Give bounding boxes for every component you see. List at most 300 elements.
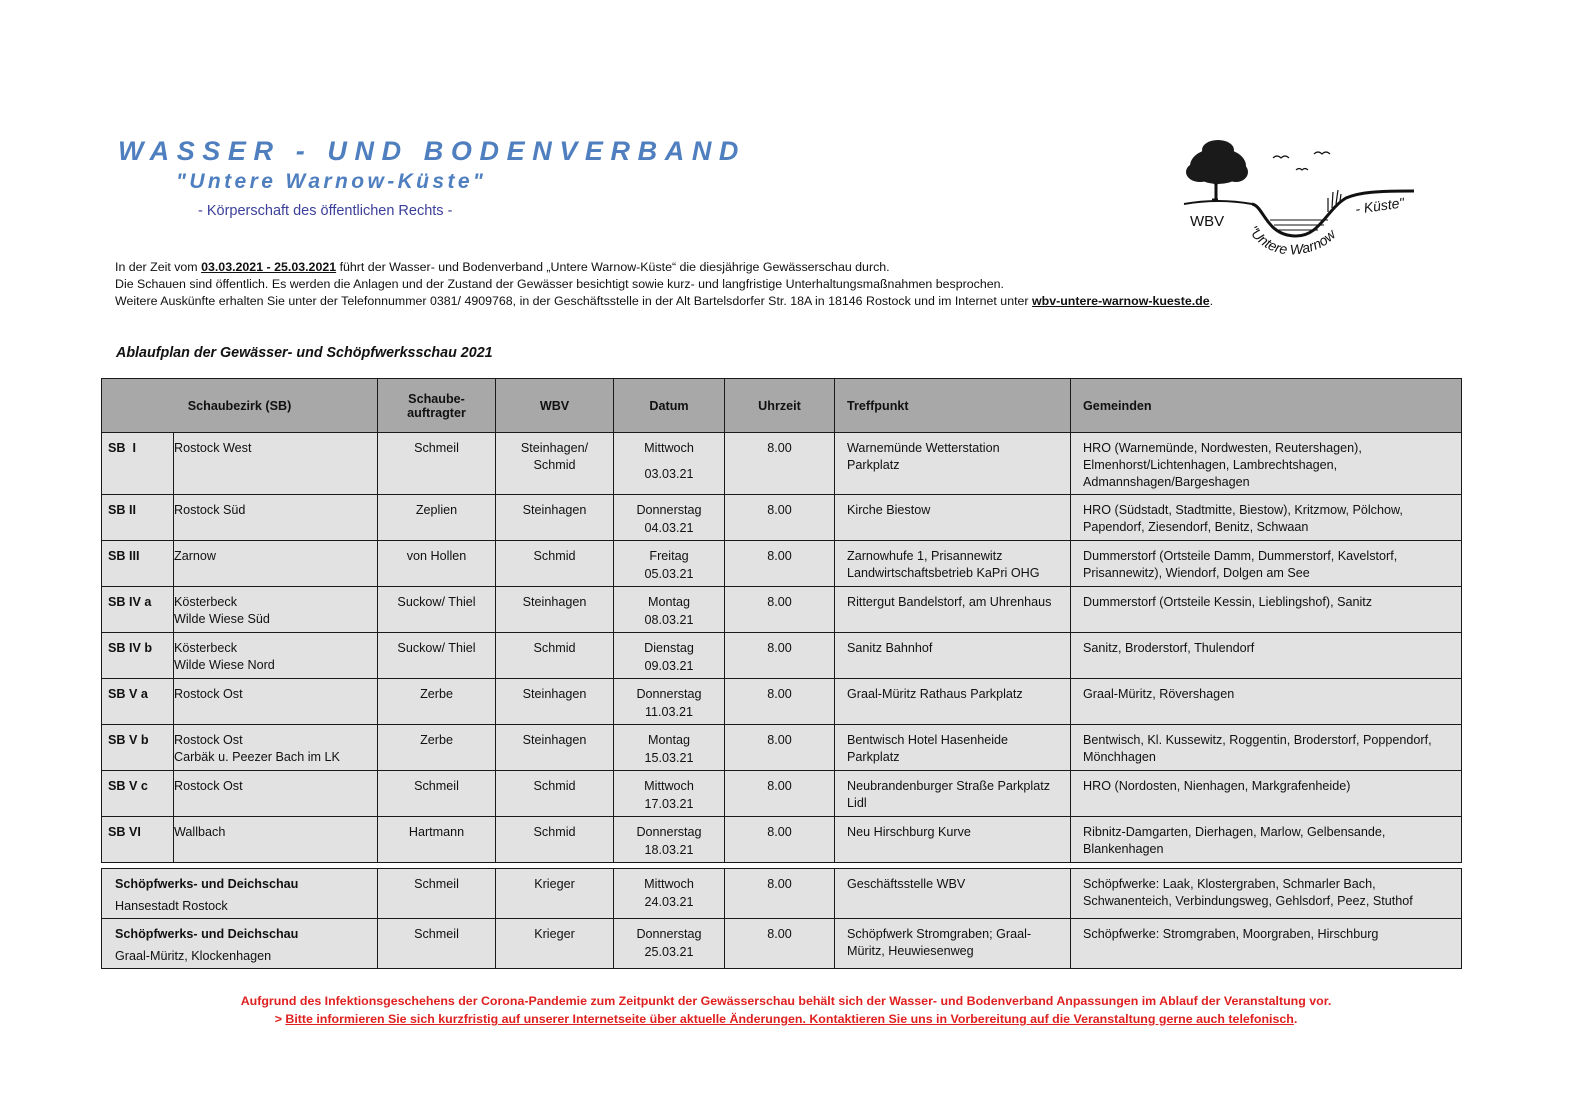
datum-cell-line-1: Donnerstag	[636, 687, 702, 701]
gemeinden-cell-line-1: Bentwisch, Kl. Kussewitz, Roggentin, Broderstorf, Poppendorf,	[1083, 733, 1432, 747]
wbv-cell	[496, 725, 614, 771]
uhrzeit-cell-content	[725, 541, 834, 568]
datum-cell-content	[614, 541, 724, 586]
schaubezirk-name-line-1: Rostock Süd	[174, 503, 246, 517]
uhrzeit-cell-line-1: 8.00	[767, 595, 792, 609]
col-header-treffpunkt: Treffpunkt	[835, 379, 1071, 433]
gemeinden-cell	[1071, 587, 1462, 633]
datum-cell-line-1: Freitag	[649, 549, 689, 563]
pump-schau-title: Schöpfwerks- und Deichschau	[115, 927, 299, 941]
schaubezirk-id-content	[102, 725, 173, 752]
gemeinden-cell-content	[1071, 869, 1461, 913]
schaubezirk-id	[102, 679, 174, 725]
uhrzeit-cell	[725, 541, 835, 587]
treffpunkt-cell	[835, 771, 1071, 817]
gemeinden-cell	[1071, 817, 1462, 863]
treffpunkt-cell	[835, 633, 1071, 679]
pump-schau-name-content	[102, 919, 377, 968]
intro-line-3-pre: Weitere Auskünfte erhalten Sie unter der Telefonnummer 0381/ 4909768, in der Geschäftsstelle in der Alt Bartelsdorfer Str. 18A in 18146 Rostock und im Internet unter	[115, 294, 1032, 308]
wbv-cell-content	[496, 771, 613, 798]
wbv-cell-line-1: Schmid	[533, 641, 576, 655]
corona-info-suffix: .	[1293, 1012, 1298, 1026]
wbv-cell-line-1: Steinhagen	[522, 687, 587, 701]
gemeinden-cell	[1071, 633, 1462, 679]
treffpunkt-cell-content	[835, 919, 1070, 963]
schaubezirk-id	[102, 817, 174, 863]
datum-cell	[614, 433, 725, 495]
gemeinden-cell-content	[1071, 495, 1461, 539]
schaubezirk-name-content	[174, 433, 377, 460]
beauftragter-cell-content	[378, 433, 495, 460]
datum-cell-line-2: 25.03.21	[644, 945, 694, 959]
logo-wbv-text: WBV	[1190, 213, 1225, 230]
schaubezirk-name-line-2: Carbäk u. Peezer Bach im LK	[174, 750, 340, 764]
beauftragter-cell-line-1: Suckow/ Thiel	[397, 641, 476, 655]
treffpunkt-cell-content	[835, 587, 1070, 614]
datum-cell-content	[614, 725, 724, 770]
website-link[interactable]: wbv-untere-warnow-kueste.de	[1031, 294, 1210, 308]
datum-cell	[614, 869, 725, 919]
treffpunkt-cell-content	[835, 541, 1070, 585]
wbv-cell-line-1: Schmid	[533, 549, 576, 563]
datum-cell-line-2: 04.03.21	[644, 521, 694, 535]
table-row	[102, 433, 1462, 495]
datum-cell-line-1: Mittwoch	[644, 441, 694, 455]
schaubezirk-id-content	[102, 541, 173, 568]
wbv-cell-line-1: Krieger	[534, 927, 575, 941]
col-header-beauftragter-2: auftragter	[407, 405, 466, 420]
gemeinden-cell-line-1: Schöpfwerke: Laak, Klostergraben, Schmarler Bach,	[1083, 877, 1376, 891]
schaubezirk-name-content	[174, 725, 377, 769]
schaubezirk-id	[102, 771, 174, 817]
schaubezirk-id-content	[102, 433, 173, 460]
beauftragter-cell	[378, 919, 496, 969]
col-header-gemeinden: Gemeinden	[1071, 379, 1462, 433]
gemeinden-cell-content	[1071, 633, 1461, 660]
treffpunkt-cell-line-1: Zarnowhufe 1, Prisannewitz	[847, 549, 1003, 563]
gemeinden-cell	[1071, 725, 1462, 771]
gemeinden-cell-content	[1071, 433, 1461, 494]
schaubezirk-name	[174, 679, 378, 725]
datum-cell	[614, 541, 725, 587]
gemeinden-cell-content	[1071, 725, 1461, 769]
gemeinden-cell-line-1: Dummerstorf (Ortsteile Damm, Dummerstorf, Kavelstorf,	[1083, 549, 1398, 563]
intro-line-2: Die Schauen sind öffentlich. Es werden die Anlagen und der Zustand der Gewässer besichtigt sowie kurz- und langfristige Unterhaltungsmaßnahmen besprochen.	[115, 277, 1004, 291]
treffpunkt-cell-line-1: Neu Hirschburg Kurve	[847, 825, 971, 839]
datum-cell-line-2: 08.03.21	[644, 613, 694, 627]
org-legal-form: - Körperschaft des öffentlichen Rechts -	[198, 203, 453, 219]
treffpunkt-cell-line-2: Landwirtschaftsbetrieb KaPri OHG	[847, 566, 1040, 580]
beauftragter-cell-content	[378, 919, 495, 946]
schaubezirk-id-content	[102, 633, 173, 660]
datum-cell-line-2: 11.03.21	[644, 705, 694, 719]
beauftragter-cell-content	[378, 679, 495, 706]
wbv-cell-line-1: Schmid	[533, 825, 576, 839]
beauftragter-cell	[378, 433, 496, 495]
uhrzeit-cell-content	[725, 869, 834, 896]
schaubezirk-name-content	[174, 817, 377, 844]
wbv-cell-line-1: Schmid	[533, 779, 576, 793]
schaubezirk-id-line-1: SB IV b	[108, 641, 153, 655]
beauftragter-cell	[378, 587, 496, 633]
wbv-cell	[496, 919, 614, 969]
datum-cell	[614, 587, 725, 633]
uhrzeit-cell	[725, 725, 835, 771]
beauftragter-cell	[378, 633, 496, 679]
schaubezirk-name-line-1: Kösterbeck	[174, 595, 237, 609]
datum-cell	[614, 633, 725, 679]
schaubezirk-name	[174, 433, 378, 495]
schaubezirk-name	[174, 633, 378, 679]
wbv-cell-content	[496, 633, 613, 660]
uhrzeit-cell-line-1: 8.00	[767, 687, 792, 701]
datum-cell-line-1: Montag	[648, 733, 691, 747]
beauftragter-cell	[378, 679, 496, 725]
table-row	[102, 919, 1462, 969]
treffpunkt-cell-content	[835, 869, 1070, 896]
gemeinden-cell	[1071, 495, 1462, 541]
datum-cell-content	[614, 869, 724, 914]
beauftragter-cell-content	[378, 771, 495, 798]
schaubezirk-name-line-2: Wilde Wiese Nord	[174, 658, 275, 672]
schaubezirk-id-line-1: SB V c	[108, 779, 148, 793]
gemeinden-cell	[1071, 771, 1462, 817]
datum-cell-line-1: Dienstag	[644, 641, 694, 655]
gemeinden-cell-line-1: HRO (Südstadt, Stadtmitte, Biestow), Kritzmow, Pölchow,	[1083, 503, 1403, 517]
table-row	[102, 495, 1462, 541]
treffpunkt-cell-line-1: Sanitz Bahnhof	[847, 641, 933, 655]
uhrzeit-cell-content	[725, 725, 834, 752]
treffpunkt-cell-content	[835, 817, 1070, 844]
schedule-table-body	[102, 433, 1462, 863]
schaubezirk-name-line-1: Rostock Ost	[174, 779, 243, 793]
treffpunkt-cell	[835, 679, 1071, 725]
treffpunkt-cell-content	[835, 679, 1070, 706]
datum-cell-line-2: 17.03.21	[644, 797, 694, 811]
wbv-cell	[496, 587, 614, 633]
treffpunkt-cell-content	[835, 633, 1070, 660]
datum-cell	[614, 817, 725, 863]
beauftragter-cell-content	[378, 817, 495, 844]
gemeinden-cell-line-2: Papendorf, Ziesendorf, Benitz, Schwaan	[1083, 520, 1309, 534]
gemeinden-cell	[1071, 919, 1462, 969]
treffpunkt-cell-line-1: Rittergut Bandelstorf, am Uhrenhaus	[847, 595, 1052, 609]
uhrzeit-cell-content	[725, 771, 834, 798]
schaubezirk-name-content	[174, 679, 377, 706]
uhrzeit-cell-line-1: 8.00	[767, 549, 792, 563]
uhrzeit-cell-line-1: 8.00	[767, 779, 792, 793]
schaubezirk-name-line-1: Rostock West	[174, 441, 252, 455]
beauftragter-cell-content	[378, 869, 495, 896]
treffpunkt-cell	[835, 587, 1071, 633]
uhrzeit-cell-line-1: 8.00	[767, 877, 792, 891]
treffpunkt-cell-line-2: Parkplatz	[847, 750, 900, 764]
schaubezirk-id-line-1: SB VI	[108, 825, 141, 839]
schaubezirk-id-content	[102, 817, 173, 844]
gemeinden-cell	[1071, 433, 1462, 495]
beauftragter-cell-line-1: von Hollen	[406, 549, 467, 563]
treffpunkt-cell-line-1: Warnemünde Wetterstation	[847, 441, 1000, 455]
pump-schau-location: Graal-Müritz, Klockenhagen	[115, 949, 272, 963]
pump-schau-location: Hansestadt Rostock	[115, 899, 228, 913]
schaubezirk-id	[102, 433, 174, 495]
treffpunkt-cell	[835, 541, 1071, 587]
schaubezirk-name	[174, 495, 378, 541]
table-row	[102, 587, 1462, 633]
schaubezirk-name-line-1: Zarnow	[174, 549, 216, 563]
beauftragter-cell-content	[378, 633, 495, 660]
treffpunkt-cell-line-1: Bentwisch Hotel Hasenheide	[847, 733, 1009, 747]
wbv-cell-content	[496, 433, 613, 477]
pump-station-table	[101, 868, 1462, 969]
beauftragter-cell-line-1: Zerbe	[420, 733, 453, 747]
datum-cell-content	[614, 817, 724, 862]
schaubezirk-name-line-1: Rostock Ost	[174, 733, 243, 747]
schaubezirk-id-content	[102, 771, 173, 798]
schaubezirk-id-content	[102, 587, 173, 614]
gemeinden-cell-line-1: Sanitz, Broderstorf, Thulendorf	[1083, 641, 1255, 655]
wbv-cell-content	[496, 919, 613, 946]
corona-info-notice	[0, 1011, 1572, 1028]
beauftragter-cell	[378, 725, 496, 771]
table-row	[102, 541, 1462, 587]
corona-info-prefix: >	[274, 1012, 286, 1026]
wbv-cell	[496, 869, 614, 919]
schaubezirk-name-line-2: Wilde Wiese Süd	[174, 612, 270, 626]
table-row	[102, 771, 1462, 817]
intro-text	[115, 259, 1213, 310]
beauftragter-cell-content	[378, 541, 495, 568]
corona-notice: Aufgrund des Infektionsgeschehens der Corona-Pandemie zum Zeitpunkt der Gewässerschau behält sich der Wasser- und Bodenverband Anpassungen im Ablauf der Veranstaltung vor.	[240, 994, 1332, 1008]
schaubezirk-name-line-1: Rostock Ost	[174, 687, 243, 701]
datum-cell-line-2: 05.03.21	[644, 567, 694, 581]
table-row	[102, 679, 1462, 725]
pump-station-table-body	[102, 869, 1462, 969]
schaubezirk-name-content	[174, 587, 377, 631]
birds-icon	[1273, 152, 1330, 170]
wbv-cell-content	[496, 679, 613, 706]
uhrzeit-cell-content	[725, 587, 834, 614]
treffpunkt-cell-line-2: Müritz, Heuwiesenweg	[847, 944, 974, 958]
table-row	[102, 869, 1462, 919]
gemeinden-cell-content	[1071, 817, 1461, 861]
wbv-cell-content	[496, 541, 613, 568]
table-row	[102, 633, 1462, 679]
uhrzeit-cell-content	[725, 817, 834, 844]
uhrzeit-cell	[725, 919, 835, 969]
gemeinden-cell-line-2: Mönchhagen	[1083, 750, 1156, 764]
datum-cell-content	[614, 633, 724, 678]
treffpunkt-cell-content	[835, 725, 1070, 769]
uhrzeit-cell-content	[725, 679, 834, 706]
uhrzeit-cell-line-1: 8.00	[767, 927, 792, 941]
org-title: WASSER - UND BODENVERBAND	[118, 136, 747, 166]
treffpunkt-cell-content	[835, 433, 1070, 477]
pump-schau-title: Schöpfwerks- und Deichschau	[115, 877, 299, 891]
datum-cell-line-1: Mittwoch	[644, 877, 694, 891]
col-header-datum: Datum	[614, 379, 725, 433]
uhrzeit-cell	[725, 633, 835, 679]
treffpunkt-cell-content	[835, 495, 1070, 522]
beauftragter-cell-content	[378, 495, 495, 522]
datum-cell-line-1: Mittwoch	[644, 779, 694, 793]
treffpunkt-cell-line-2: Lidl	[847, 796, 867, 810]
intro-line-1-pre: In der Zeit vom	[115, 260, 202, 274]
datum-cell-content	[614, 679, 724, 724]
schedule-table	[101, 378, 1462, 863]
uhrzeit-cell	[725, 869, 835, 919]
table-row	[102, 817, 1462, 863]
plan-title: Ablaufplan der Gewässer- und Schöpfwerksschau 2021	[116, 345, 493, 361]
treffpunkt-cell-line-2: Parkplatz	[847, 458, 900, 472]
wbv-cell	[496, 633, 614, 679]
col-header-beauftragter-1: Schaube-	[408, 391, 465, 406]
schaubezirk-id	[102, 541, 174, 587]
table-row	[102, 725, 1462, 771]
beauftragter-cell	[378, 771, 496, 817]
intro-line-1	[115, 259, 1213, 276]
gemeinden-cell-line-3: Admannshagen/Bargeshagen	[1083, 475, 1250, 489]
datum-cell-line-2: 24.03.21	[644, 895, 694, 909]
treffpunkt-cell-line-1: Geschäftsstelle WBV	[847, 877, 966, 891]
uhrzeit-cell	[725, 679, 835, 725]
wbv-cell-content	[496, 725, 613, 752]
schaubezirk-id	[102, 495, 174, 541]
datum-cell-line-1: Donnerstag	[636, 927, 702, 941]
wbv-cell	[496, 433, 614, 495]
uhrzeit-cell	[725, 817, 835, 863]
gemeinden-cell-line-2: Elmenhorst/Lichtenhagen, Lambrechtshagen,	[1083, 458, 1338, 472]
wbv-cell	[496, 495, 614, 541]
schaubezirk-name-line-1: Kösterbeck	[174, 641, 237, 655]
beauftragter-cell-line-1: Schmeil	[414, 877, 459, 891]
wbv-cell-line-1: Steinhagen	[522, 503, 587, 517]
corona-info-link[interactable]: Bitte informieren Sie sich kurzfristig auf unserer Internetseite über aktuelle Änderungen. Kontaktieren Sie uns in Vorbereitung auf die Veranstaltung gerne auch telefonisch	[285, 1012, 1294, 1026]
beauftragter-cell-line-1: Schmeil	[414, 927, 459, 941]
pump-schau-name-content	[102, 869, 377, 918]
schaubezirk-name-content	[174, 771, 377, 798]
logo-kueste-text: - Küste"	[1354, 194, 1406, 217]
datum-cell-content	[614, 587, 724, 632]
uhrzeit-cell-content	[725, 433, 834, 460]
gemeinden-cell-content	[1071, 771, 1461, 798]
beauftragter-cell	[378, 817, 496, 863]
uhrzeit-cell-line-1: 8.00	[767, 441, 792, 455]
col-header-bezirk: Schaubezirk (SB)	[102, 379, 378, 433]
treffpunkt-cell	[835, 817, 1071, 863]
treffpunkt-cell-line-1: Kirche Biestow	[847, 503, 931, 517]
schaubezirk-name-content	[174, 541, 377, 568]
treffpunkt-cell	[835, 495, 1071, 541]
intro-line-3	[115, 293, 1213, 310]
datum-cell	[614, 725, 725, 771]
datum-cell	[614, 919, 725, 969]
datum-cell-content	[614, 919, 724, 964]
intro-line-1-post: führt der Wasser- und Bodenverband „Untere Warnow-Küste“ die diesjährige Gewässerschau durch.	[336, 260, 890, 274]
gemeinden-cell-line-1: HRO (Warnemünde, Nordwesten, Reutershagen),	[1083, 441, 1362, 455]
schaubezirk-id	[102, 633, 174, 679]
treffpunkt-cell	[835, 869, 1071, 919]
schaubezirk-name-content	[174, 495, 377, 522]
treffpunkt-cell-content	[835, 771, 1070, 815]
treffpunkt-cell	[835, 725, 1071, 771]
table-header-row	[102, 379, 1462, 433]
uhrzeit-cell-line-1: 8.00	[767, 503, 792, 517]
gemeinden-cell-line-1: Graal-Müritz, Rövershagen	[1083, 687, 1235, 701]
gemeinden-cell-line-1: HRO (Nordosten, Nienhagen, Markgrafenheide)	[1083, 779, 1351, 793]
treffpunkt-cell-line-1: Schöpfwerk Stromgraben; Graal-	[847, 927, 1032, 941]
col-header-uhrzeit: Uhrzeit	[725, 379, 835, 433]
pump-schau-name	[102, 919, 378, 969]
intro-line-3-post: .	[1209, 294, 1214, 308]
uhrzeit-cell	[725, 771, 835, 817]
datum-cell-line-2: 15.03.21	[644, 751, 694, 765]
gemeinden-cell-line-1: Dummerstorf (Ortsteile Kessin, Lieblingshof), Sanitz	[1083, 595, 1373, 609]
uhrzeit-cell	[725, 587, 835, 633]
wbv-cell	[496, 817, 614, 863]
schau-period: 03.03.2021 - 25.03.2021	[201, 260, 337, 274]
org-subtitle: "Untere Warnow-Küste"	[176, 170, 487, 193]
schaubezirk-name	[174, 771, 378, 817]
beauftragter-cell-line-1: Schmeil	[414, 441, 459, 455]
schaubezirk-id-line-1: SB III	[108, 549, 140, 563]
beauftragter-cell	[378, 495, 496, 541]
datum-cell-line-2: 03.03.21	[644, 467, 694, 481]
schaubezirk-id-line-1: SB I	[108, 441, 136, 455]
logo-curve-text: "Untere Warnow	[1245, 222, 1339, 258]
schaubezirk-id	[102, 587, 174, 633]
schaubezirk-id	[102, 725, 174, 771]
gemeinden-cell-line-1: Ribnitz-Damgarten, Dierhagen, Marlow, Gelbensande,	[1083, 825, 1386, 839]
treffpunkt-cell-line-1: Graal-Müritz Rathaus Parkplatz	[847, 687, 1023, 701]
gemeinden-cell-content	[1071, 541, 1461, 585]
datum-cell	[614, 679, 725, 725]
gemeinden-cell	[1071, 541, 1462, 587]
datum-cell-line-1: Montag	[648, 595, 691, 609]
uhrzeit-cell-line-1: 8.00	[767, 825, 792, 839]
beauftragter-cell-line-1: Hartmann	[408, 825, 465, 839]
datum-cell-line-1: Donnerstag	[636, 503, 702, 517]
schaubezirk-name	[174, 587, 378, 633]
treffpunkt-cell-line-1: Neubrandenburger Straße Parkplatz	[847, 779, 1051, 793]
wbv-cell	[496, 679, 614, 725]
water-icon	[1270, 220, 1328, 230]
wbv-cell-content	[496, 587, 613, 614]
gemeinden-cell-line-2: Prisannewitz), Wiendorf, Dolgen am See	[1083, 566, 1310, 580]
wbv-cell-line-1: Steinhagen	[522, 733, 587, 747]
wbv-cell-content	[496, 817, 613, 844]
beauftragter-cell-content	[378, 725, 495, 752]
wbv-logo	[1178, 136, 1428, 266]
datum-cell-line-1: Donnerstag	[636, 825, 702, 839]
beauftragter-cell-line-1: Zerbe	[420, 687, 453, 701]
col-header-wbv: WBV	[496, 379, 614, 433]
gemeinden-cell-content	[1071, 919, 1461, 946]
col-header-beauftragter	[378, 379, 496, 433]
schaubezirk-name-line-1: Wallbach	[174, 825, 226, 839]
datum-cell-line-2: 09.03.21	[644, 659, 694, 673]
schaubezirk-id-line-1: SB IV a	[108, 595, 152, 609]
uhrzeit-cell-content	[725, 495, 834, 522]
beauftragter-cell-line-1: Suckow/ Thiel	[397, 595, 476, 609]
uhrzeit-cell-line-1: 8.00	[767, 641, 792, 655]
beauftragter-cell-content	[378, 587, 495, 614]
datum-cell-line-2: 18.03.21	[644, 843, 694, 857]
datum-cell-content	[614, 771, 724, 816]
uhrzeit-cell	[725, 495, 835, 541]
schaubezirk-id-line-1: SB V a	[108, 687, 148, 701]
treffpunkt-cell	[835, 919, 1071, 969]
